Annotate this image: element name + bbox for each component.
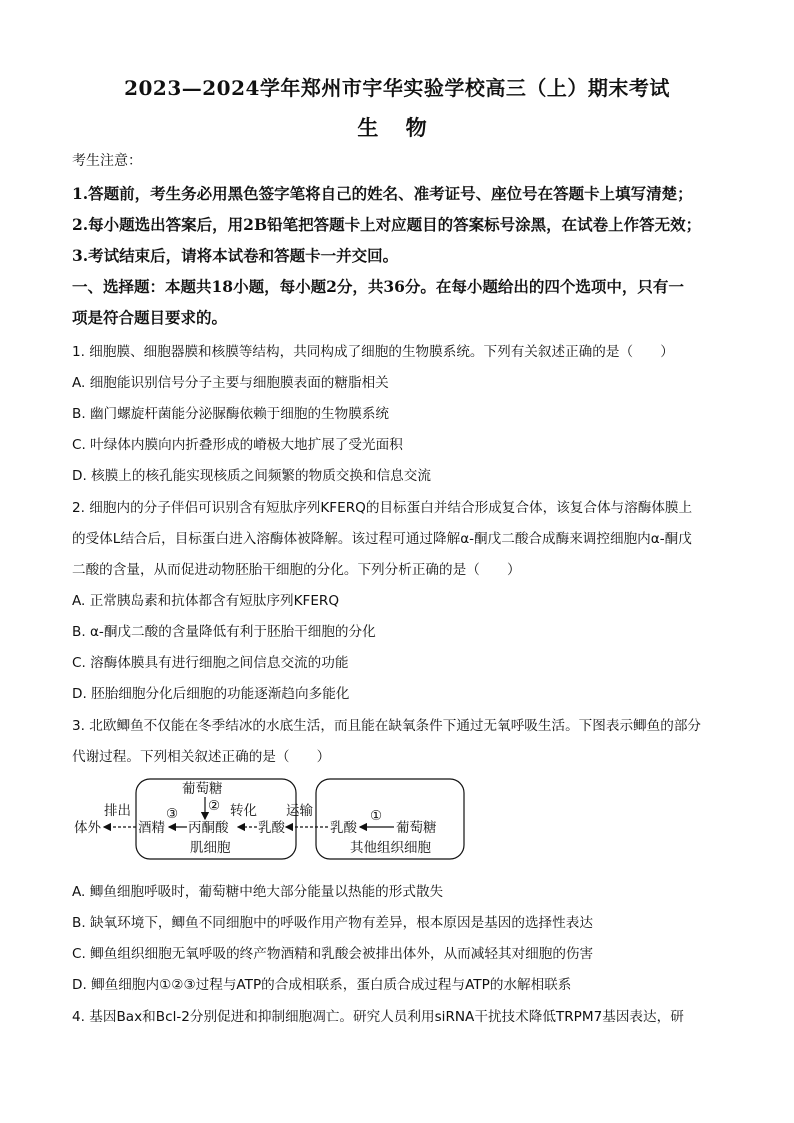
section-heading-line2: 项是符合题目要求的。 [72,308,228,327]
lactate-other-label: 乳酸 [330,820,357,836]
exam-title: 2023—2024学年郑州市宇华实验学校高三（上）期末考试 [124,76,670,100]
circle-3-label: ③ [166,806,179,822]
notice-item-3: 3.考试结束后，请将本试卷和答题卡一并交回。 [72,246,399,265]
subject-title: 生 物 [357,115,437,140]
question-3-option-d: D. 鲫鱼细胞内①②③过程与ATP的合成相联系，蛋白质合成过程与ATP的水解相联系 [72,977,572,993]
question-2-option-d: D. 胚胎细胞分化后细胞的功能逐渐趋向多能化 [72,686,350,702]
circle-1-label: ① [370,808,383,824]
question-2-stem-line2: 的受体L结合后，目标蛋白进入溶酶体被降解。该过程可通过降解α-酮戊二酸合成酶来调控细胞内α-酮戊 [72,531,692,547]
metabolism-diagram [72,775,472,865]
question-2-option-a: A. 正常胰岛素和抗体都含有短肽序列KFERQ [72,593,340,609]
question-2-stem-line3: 二酸的含量，从而促进动物胚胎干细胞的分化。下列分析正确的是（ ） [72,562,521,578]
lactate-muscle-label: 乳酸 [258,820,285,836]
question-2-stem-line1: 2. 细胞内的分子伴侣可识别含有短肽序列KFERQ的目标蛋白并结合形成复合体，该复合体与溶酶体膜上 [72,500,693,516]
question-3-option-c: C. 鲫鱼组织细胞无氧呼吸的终产物酒精和乳酸会被排出体外，从而减轻其对细胞的伤害 [72,946,594,962]
question-2-option-c: C. 溶酶体膜具有进行细胞之间信息交流的功能 [72,655,349,671]
notice-heading: 考生注意： [72,153,142,169]
other-cells-label: 其他组织细胞 [350,840,431,856]
section-heading-line1: 一、选择题：本题共18小题，每小题2分，共36分。在每小题给出的四个选项中，只有一 [72,277,684,296]
question-4-stem-line1: 4. 基因Bax和Bcl-2分别促进和抑制细胞凋亡。研究人员利用siRNA干扰技术降低TRPM7基因表达，研 [72,1009,684,1025]
question-3-option-b: B. 缺氧环境下，鲫鱼不同细胞中的呼吸作用产物有差异，根本原因是基因的选择性表达 [72,915,593,931]
transport-label: 运输 [286,803,313,819]
glucose-top-label: 葡萄糖 [182,781,223,797]
notice-item-2: 2.每小题选出答案后，用2B铅笔把答题卡上对应题目的答案标号涂黑，在试卷上作答无效； [72,215,702,234]
question-1-stem: 1. 细胞膜、细胞器膜和核膜等结构，共同构成了细胞的生物膜系统。下列有关叙述正确的是（ ） [72,344,674,360]
question-1-option-d: D. 核膜上的核孔能实现核质之间频繁的物质交换和信息交流 [72,468,431,484]
question-3-stem-line2: 代谢过程。下列相关叙述正确的是（ ） [72,749,331,765]
question-3-option-a: A. 鲫鱼细胞呼吸时，葡萄糖中绝大部分能量以热能的形式散失 [72,884,444,900]
pyruvate-label: 丙酮酸 [188,820,229,836]
body-outside-label: 体外 [74,820,101,836]
excrete-label: 排出 [104,803,131,819]
question-1-option-a: A. 细胞能识别信号分子主要与细胞膜表面的糖脂相关 [72,375,389,391]
alcohol-label: 酒精 [138,820,165,836]
muscle-cell-label: 肌细胞 [190,840,231,856]
question-1-option-b: B. 幽门螺旋杆菌能分泌脲酶依赖于细胞的生物膜系统 [72,406,390,422]
glucose-other-label: 葡萄糖 [396,820,437,836]
convert-label: 转化 [230,803,257,819]
question-2-option-b: B. α-酮戊二酸的含量降低有利于胚胎干细胞的分化 [72,624,376,640]
question-1-option-c: C. 叶绿体内膜向内折叠形成的嵴极大地扩展了受光面积 [72,437,403,453]
circle-2-label: ② [208,798,221,814]
notice-item-1: 1.答题前，考生务必用黑色签字笔将自己的姓名、准考证号、座位号在答题卡上填写清楚； [72,184,693,203]
question-3-stem-line1: 3. 北欧鲫鱼不仅能在冬季结冰的水底生活，而且能在缺氧条件下通过无氧呼吸生活。下图表示鲫鱼的部分 [72,718,702,734]
